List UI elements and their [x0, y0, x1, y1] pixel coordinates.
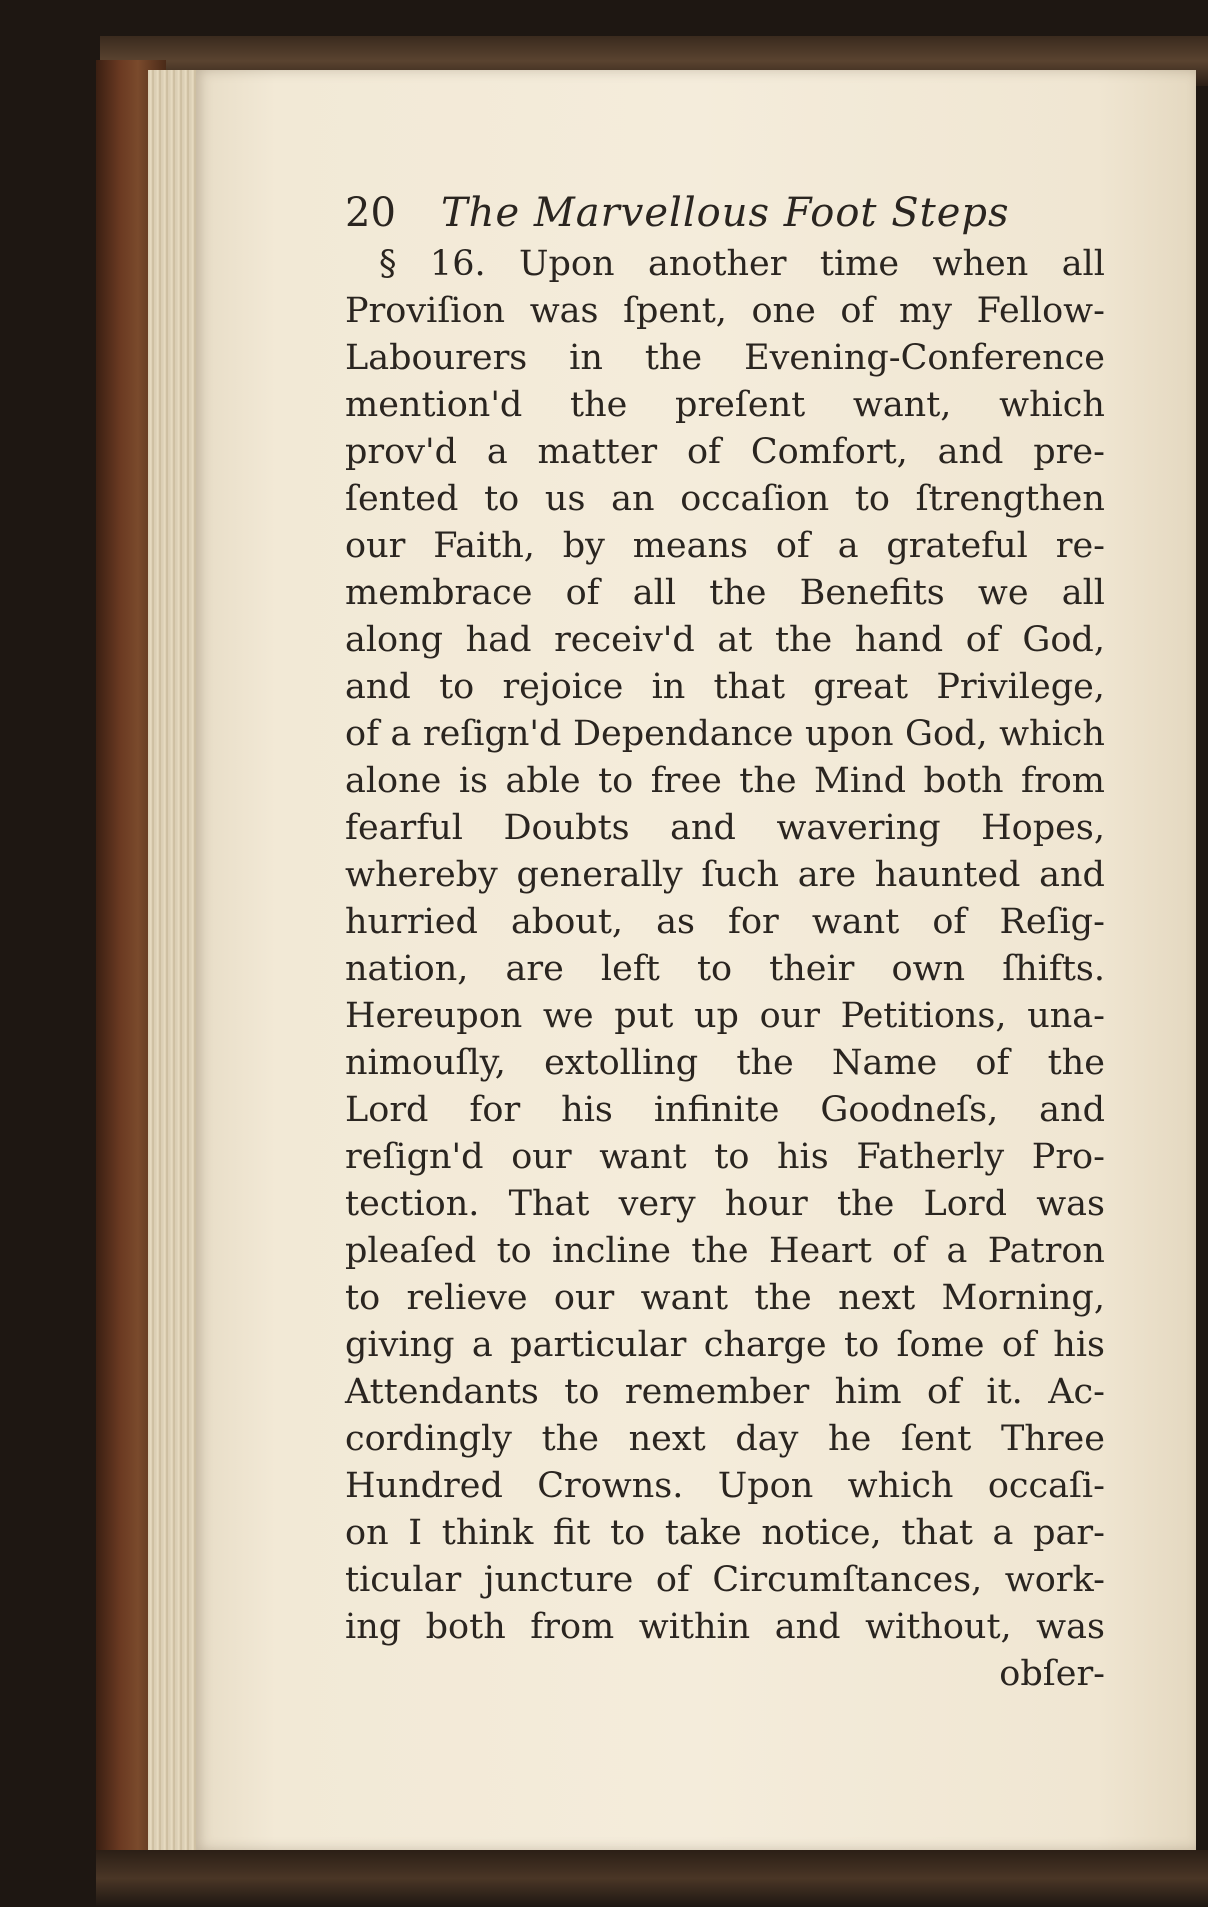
word: all	[1061, 244, 1105, 284]
word: by	[562, 526, 605, 566]
word: was	[1036, 1184, 1105, 1224]
word: grateful	[886, 526, 1028, 566]
word: free	[650, 761, 722, 801]
word: very	[618, 1184, 696, 1224]
text-line	[345, 617, 1105, 664]
word: Three	[1000, 1419, 1105, 1459]
word: Upon	[717, 1466, 814, 1506]
word: one	[751, 291, 816, 331]
word: nimouſly,	[345, 1043, 506, 1083]
word: the	[774, 620, 833, 660]
word: his	[777, 1137, 829, 1177]
text-line	[345, 570, 1105, 617]
word: Goodneſs,	[820, 1090, 999, 1130]
word: hurried	[345, 902, 478, 942]
word: haunted	[874, 855, 1021, 895]
word: Circumſtances,	[712, 1560, 983, 1600]
word: of	[1001, 1325, 1036, 1365]
word: on	[345, 1513, 389, 1553]
word: wavering	[776, 808, 941, 848]
word: a	[946, 1231, 968, 1271]
word: I	[408, 1513, 423, 1553]
word: my	[899, 291, 952, 331]
text-line	[345, 382, 1105, 429]
word: both	[425, 1607, 506, 1647]
word: extolling	[544, 1043, 699, 1083]
word: are	[505, 949, 564, 989]
text-line	[345, 1134, 1105, 1181]
word: Hereupon	[345, 996, 523, 1036]
text-line	[345, 1181, 1105, 1228]
word: want	[811, 902, 900, 942]
word: Crowns.	[537, 1466, 684, 1506]
word: ſented	[345, 479, 459, 519]
word: ſhifts.	[1002, 949, 1105, 989]
text-line	[345, 758, 1105, 805]
text-line	[345, 711, 1105, 758]
word: of	[345, 714, 380, 754]
text-line	[345, 1557, 1105, 1604]
running-title: The Marvellous Foot Steps	[441, 190, 1010, 236]
word: incline	[552, 1231, 671, 1271]
word: par-	[1033, 1513, 1105, 1553]
word: a	[992, 1513, 1014, 1553]
word: means	[632, 526, 749, 566]
word: at	[717, 620, 753, 660]
word: in	[569, 338, 603, 378]
text-line	[345, 288, 1105, 335]
word: Labourers	[345, 338, 528, 378]
word: to	[564, 1372, 600, 1412]
word: for	[469, 1090, 521, 1130]
word: Benefits	[799, 573, 945, 613]
word: occaſi-	[987, 1466, 1105, 1506]
book-cover-bottom	[96, 1850, 1208, 1907]
word: want	[640, 1278, 729, 1318]
text-line	[345, 664, 1105, 711]
word: matter	[537, 432, 658, 472]
word: us	[544, 479, 586, 519]
word: Proviſion	[345, 291, 506, 331]
word: tection.	[345, 1184, 480, 1224]
word: receiv'd	[554, 620, 695, 660]
text-line	[345, 1040, 1105, 1087]
word: of	[932, 902, 967, 942]
word: Lord	[923, 1184, 1007, 1224]
word: Petitions,	[840, 996, 1007, 1036]
word: our	[759, 996, 820, 1036]
word: fit	[552, 1513, 591, 1553]
word: we	[977, 573, 1029, 613]
word: Dependance	[572, 714, 794, 754]
word: ſuch	[701, 855, 780, 895]
text-line	[345, 805, 1105, 852]
word: of	[775, 526, 810, 566]
text-line	[345, 1416, 1105, 1463]
word: Fatherly	[856, 1137, 1005, 1177]
word: a	[486, 432, 508, 472]
text-line	[345, 1369, 1105, 1416]
text-line	[345, 1275, 1105, 1322]
word: pre-	[1033, 432, 1105, 472]
word: the	[736, 1043, 794, 1083]
word: reſign'd	[422, 714, 562, 754]
word: their	[769, 949, 855, 989]
word: to	[439, 667, 475, 707]
word: the	[541, 1419, 599, 1459]
word: him	[834, 1372, 902, 1412]
word: infinite	[653, 1090, 780, 1130]
word: which	[999, 714, 1105, 754]
word: generally	[516, 855, 683, 895]
word: Lord	[345, 1090, 429, 1130]
word: another	[647, 244, 787, 284]
word: Faith,	[433, 526, 535, 566]
word: Reſig-	[999, 902, 1105, 942]
word: Upon	[519, 244, 615, 284]
page-number: 20	[345, 190, 396, 236]
word: when	[932, 244, 1029, 284]
word: to	[854, 479, 890, 519]
word: and	[670, 808, 736, 848]
word: within	[638, 1607, 751, 1647]
page-text	[345, 185, 1105, 1698]
word: in	[651, 667, 686, 707]
word: to	[345, 1278, 381, 1318]
word: Heart	[768, 1231, 872, 1271]
word: notice,	[761, 1513, 882, 1553]
word: and	[1039, 855, 1105, 895]
word: §	[379, 244, 397, 284]
word: without,	[865, 1607, 1012, 1647]
word: want	[599, 1137, 687, 1177]
word: about,	[510, 902, 624, 942]
word: ſome	[896, 1325, 985, 1365]
word: prov'd	[345, 432, 458, 472]
text-line	[345, 993, 1105, 1040]
word: a	[471, 1325, 493, 1365]
word: Patron	[987, 1231, 1105, 1271]
word: una-	[1027, 996, 1105, 1036]
word: Privilege,	[936, 667, 1105, 707]
text-line	[345, 1322, 1105, 1369]
text-line	[345, 1604, 1105, 1651]
word: the	[570, 385, 628, 425]
word: a	[837, 526, 859, 566]
word: Name	[831, 1043, 938, 1083]
word: our	[345, 526, 406, 566]
running-head	[345, 185, 1105, 241]
word: the	[644, 338, 703, 378]
word: a	[390, 714, 412, 754]
word: take	[664, 1513, 742, 1553]
word: Evening-Conference	[744, 338, 1105, 378]
text-line	[345, 946, 1105, 993]
word: we	[542, 996, 594, 1036]
word: he	[828, 1419, 872, 1459]
word: was	[1036, 1607, 1105, 1647]
word: Mind	[814, 761, 907, 801]
word: the	[709, 573, 767, 613]
catchword	[345, 1651, 1105, 1698]
text-line	[345, 1463, 1105, 1510]
word: along	[345, 620, 444, 660]
word: reſign'd	[345, 1137, 484, 1177]
word: relieve	[406, 1278, 528, 1318]
word: to	[696, 949, 733, 989]
word: that	[901, 1513, 973, 1553]
word: mention'd	[345, 385, 523, 425]
word: Hundred	[345, 1466, 503, 1506]
word: nation,	[345, 949, 469, 989]
word: and	[937, 432, 1004, 472]
text-line	[345, 899, 1105, 946]
word: think	[441, 1513, 534, 1553]
word: all	[1061, 573, 1105, 613]
word: of	[975, 1043, 1010, 1083]
word: work-	[1004, 1560, 1105, 1600]
word: to	[484, 479, 520, 519]
word: remember	[624, 1372, 810, 1412]
word: Attendants	[345, 1372, 539, 1412]
word: cordingly	[345, 1419, 512, 1459]
word: Morning,	[941, 1278, 1105, 1318]
word: from	[530, 1607, 615, 1647]
word: God,	[1022, 620, 1105, 660]
word: for	[728, 902, 779, 942]
word: next	[628, 1419, 706, 1459]
word: his	[561, 1090, 613, 1130]
word: his	[1053, 1325, 1105, 1365]
body-text	[345, 241, 1105, 1651]
word: it.	[986, 1372, 1023, 1412]
word: and	[1039, 1090, 1105, 1130]
word: as	[656, 902, 695, 942]
word: pleaſed	[345, 1231, 477, 1271]
word: occaſion	[680, 479, 830, 519]
word: rejoice	[502, 667, 624, 707]
word: all	[632, 573, 677, 613]
text-line	[345, 852, 1105, 899]
word: the	[1047, 1043, 1105, 1083]
word: ſent	[900, 1419, 972, 1459]
word: the	[691, 1231, 749, 1271]
word: which	[999, 385, 1105, 425]
word: Pro-	[1031, 1137, 1105, 1177]
word: fearful	[345, 808, 463, 848]
page-edges	[148, 70, 200, 1850]
word: which	[847, 1466, 954, 1506]
word: God,	[905, 714, 988, 754]
text-line	[345, 335, 1105, 382]
word: the	[754, 1278, 812, 1318]
word: to	[714, 1137, 750, 1177]
word: an	[611, 479, 655, 519]
word: Comfort,	[750, 432, 908, 472]
word: next	[838, 1278, 916, 1318]
word: and	[345, 667, 411, 707]
catchword-text: obſer-	[999, 1654, 1105, 1694]
word: are	[797, 855, 857, 895]
word: to	[598, 761, 634, 801]
word: own	[891, 949, 966, 989]
word: Ac-	[1048, 1372, 1105, 1412]
word: Hopes,	[981, 808, 1105, 848]
text-line	[345, 1087, 1105, 1134]
text-line	[345, 1228, 1105, 1275]
word: particular	[510, 1325, 687, 1365]
word: ticular	[345, 1560, 462, 1600]
word: was	[529, 291, 599, 331]
text-line	[345, 241, 1105, 288]
word: our	[553, 1278, 615, 1318]
word: put	[614, 996, 674, 1036]
word: our	[511, 1137, 572, 1177]
word: That	[508, 1184, 590, 1224]
word: day	[735, 1419, 799, 1459]
word: from	[1021, 761, 1105, 801]
word: the	[739, 761, 797, 801]
word: time	[819, 244, 900, 284]
word: want,	[852, 385, 952, 425]
word: 16.	[429, 244, 486, 284]
word: is	[458, 761, 488, 801]
word: both	[923, 761, 1004, 801]
word: of	[926, 1372, 962, 1412]
word: membrace	[345, 573, 533, 613]
word: up	[693, 996, 739, 1036]
word: Doubts	[503, 808, 630, 848]
word: of	[565, 573, 600, 613]
word: charge	[703, 1325, 827, 1365]
word: of	[965, 620, 1000, 660]
word: hand	[854, 620, 944, 660]
text-line	[345, 476, 1105, 523]
word: had	[465, 620, 532, 660]
word: and	[774, 1607, 841, 1647]
word: to	[496, 1231, 532, 1271]
word: whereby	[345, 855, 498, 895]
word: able	[505, 761, 581, 801]
word: ing	[345, 1607, 402, 1647]
word: juncture	[483, 1560, 634, 1600]
word: to	[610, 1513, 646, 1553]
word: preſent	[675, 385, 806, 425]
word: that	[713, 667, 786, 707]
word: alone	[345, 761, 442, 801]
word: hour	[724, 1184, 808, 1224]
word: ſtrengthen	[915, 479, 1105, 519]
word: to	[844, 1325, 880, 1365]
word: giving	[345, 1325, 455, 1365]
word: ſpent,	[623, 291, 727, 331]
word: re-	[1055, 526, 1105, 566]
word: left	[600, 949, 660, 989]
word: upon	[804, 714, 894, 754]
word: of	[655, 1560, 690, 1600]
text-line	[345, 429, 1105, 476]
text-line	[345, 523, 1105, 570]
word: of	[892, 1231, 927, 1271]
word: the	[836, 1184, 895, 1224]
word: Fellow-	[976, 291, 1105, 331]
text-line	[345, 1510, 1105, 1557]
word: of	[840, 291, 875, 331]
word: of	[686, 432, 721, 472]
word: great	[813, 667, 909, 707]
